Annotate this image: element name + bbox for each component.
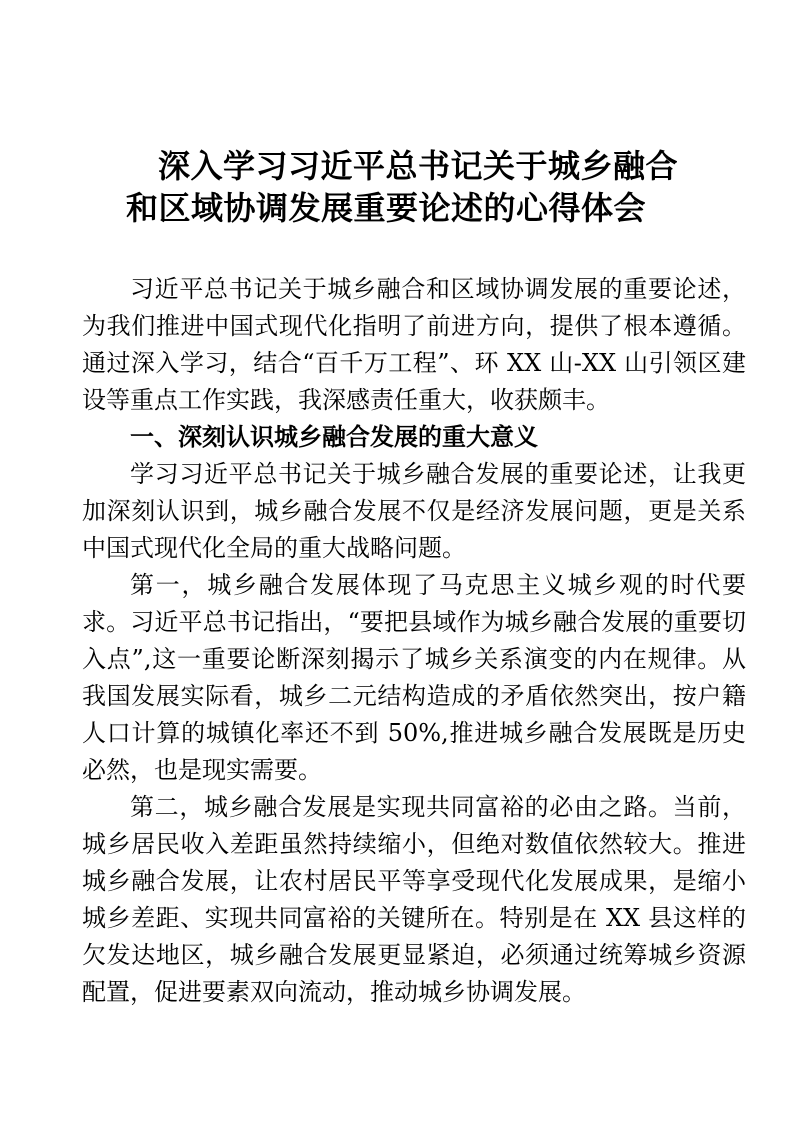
paragraph-point-second: 第二，城乡融合发展是实现共同富裕的必由之路。当前，城乡居民收入差距虽然持续缩小，但绝对数值依然较大。推进城乡融合发展，让农村居民平等享受现代化发展成果，是缩小城乡差距、实现共同富裕的关键所在。特别是在 XX 县这样的欠发达地区，城乡融合发展更显紧迫，必须通过统筹城乡资源配置，促进要素双向流动，推动城乡协调发展。: [82, 793, 746, 1006]
document-title-line-2: 和区域协调发展重要论述的心得体会: [125, 190, 646, 226]
document-title-line-1: 深入学习习近平总书记关于城乡融合: [157, 148, 678, 184]
document-title: [82, 145, 690, 229]
paragraph-section1-overview: 学习习近平总书记关于城乡融合发展的重要论述，让我更加深刻认识到，城乡融合发展不仅是经济发展问题，更是关系中国式现代化全局的重大战略问题。: [82, 460, 746, 562]
paragraph-point-first: 第一，城乡融合发展体现了马克思主义城乡观的时代要求。习近平总书记指出，“要把县域作为城乡融合发展的重要切入点”,这一重要论断深刻揭示了城乡关系演变的内在规律。从我国发展实际看，城乡二元结构造成的矛盾依然突出，按户籍人口计算的城镇化率还不到 50%,推进城乡融合发展既是历史必然，也是现实需要。: [82, 571, 746, 784]
paragraph-intro: 习近平总书记关于城乡融合和区域协调发展的重要论述，为我们推进中国式现代化指明了前进方向，提供了根本遵循。通过深入学习，结合“百千万工程”、环 XX 山-XX 山引领区建设等重点工作实践，我深感责任重大，收获颇丰。: [82, 275, 746, 414]
section-heading-1: 一、深刻认识城乡融合发展的重大意义: [130, 424, 538, 451]
